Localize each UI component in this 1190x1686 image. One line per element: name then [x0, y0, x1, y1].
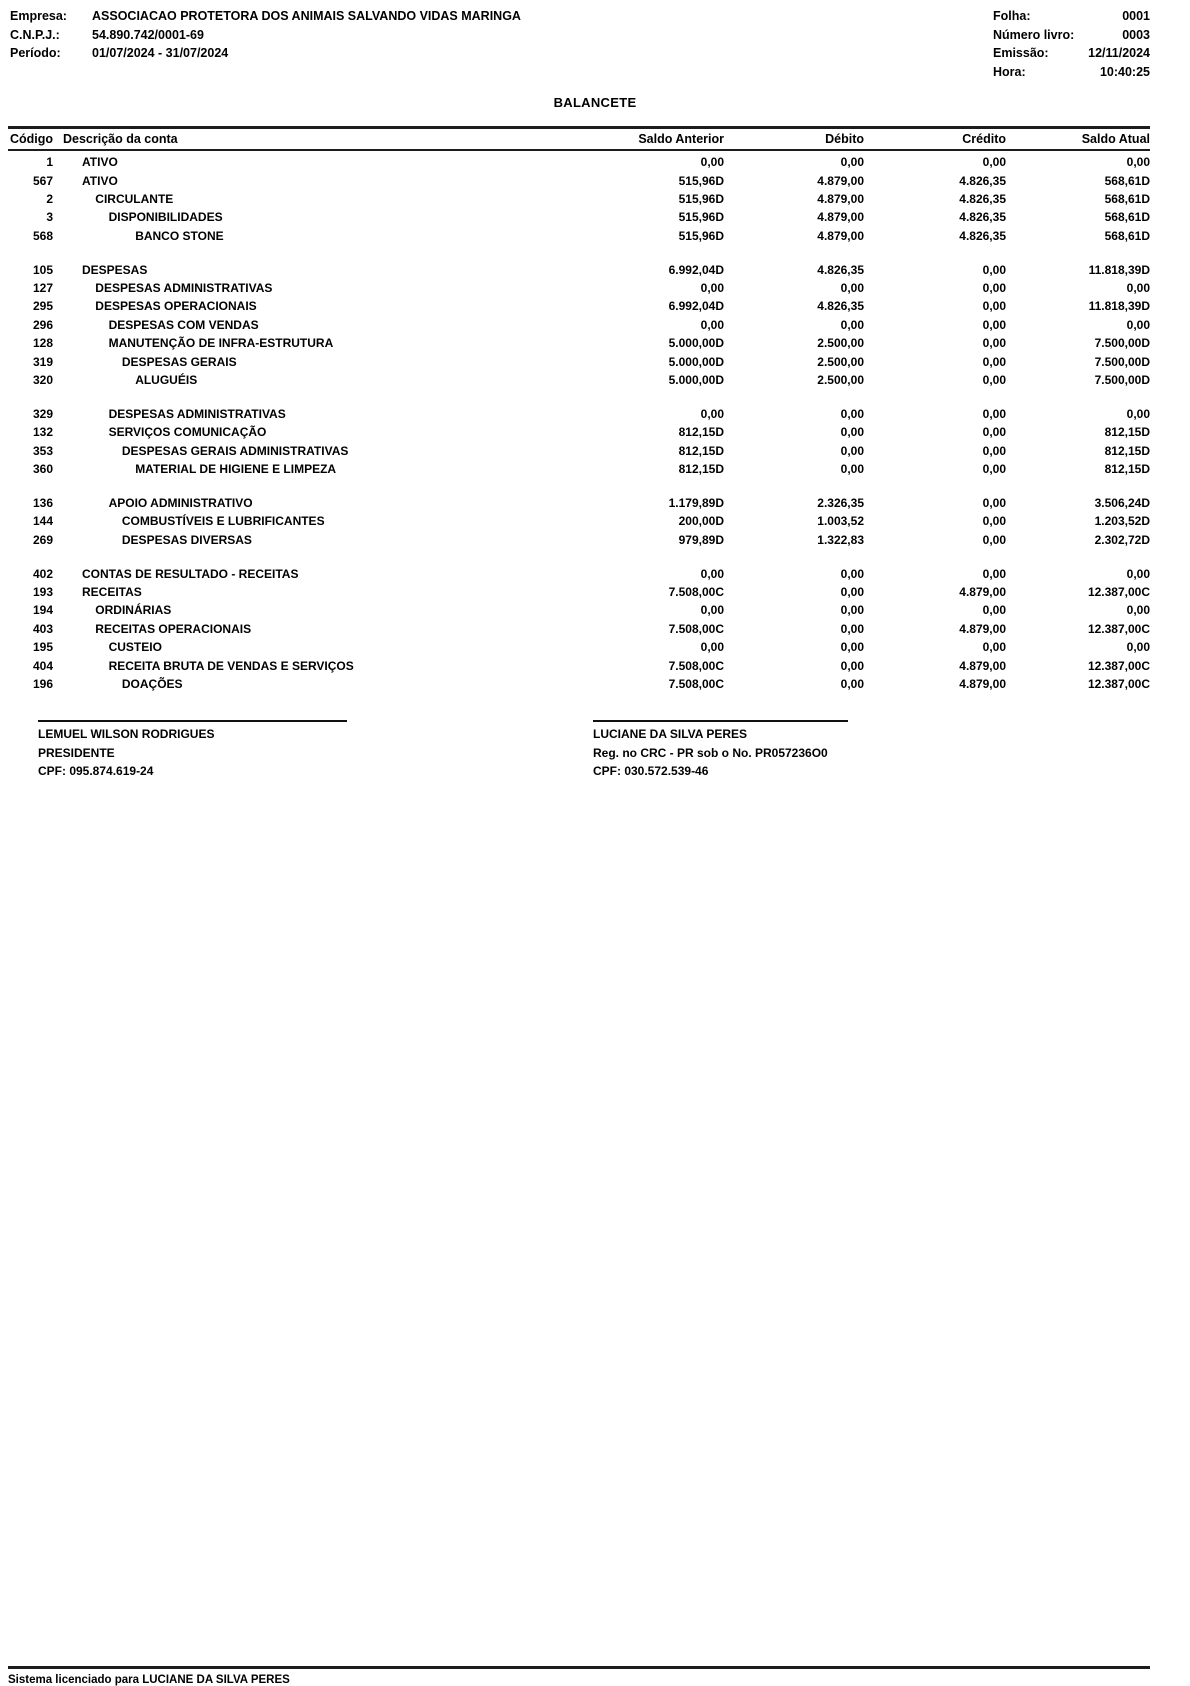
saldo-anterior-value: 515,96D — [678, 228, 724, 243]
table-row — [8, 208, 1150, 226]
debito-value: 2.500,00 — [817, 336, 864, 351]
account-description: DESPESAS DIVERSAS — [121, 532, 252, 547]
account-code: 196 — [32, 676, 53, 691]
saldo-atual-value: 0,00 — [1126, 281, 1150, 296]
signer-cpf: CPF: 030.572.539-46 — [593, 764, 709, 778]
saldo-anterior-value: 0,00 — [700, 155, 724, 170]
hora-label: Hora: — [993, 64, 1026, 79]
saldo-anterior-value: 812,15D — [678, 443, 724, 458]
table-row — [8, 531, 1150, 549]
account-code: 1 — [46, 155, 53, 170]
folha-label: Folha: — [993, 9, 1031, 23]
signer-name: LUCIANE DA SILVA PERES — [593, 727, 748, 741]
table-row — [8, 316, 1150, 334]
table-body — [8, 151, 1150, 693]
credito-value: 4.826,35 — [959, 210, 1006, 225]
debito-value: 0,00 — [840, 406, 864, 421]
credito-value: 4.879,00 — [959, 676, 1006, 691]
cnpj-label: C.N.P.J.: — [10, 27, 60, 42]
account-description: ALUGUÉIS — [135, 372, 198, 387]
account-description: MATERIAL DE HIGIENE E LIMPEZA — [135, 462, 337, 477]
debito-value: 0,00 — [840, 603, 864, 618]
table-row — [8, 583, 1150, 601]
credito-value: 0,00 — [982, 155, 1006, 170]
account-code: 319 — [32, 354, 53, 369]
debito-value: 0,00 — [840, 462, 864, 477]
period-row — [10, 44, 521, 63]
signature-block-accountant — [593, 720, 903, 781]
credito-value: 4.826,35 — [959, 173, 1006, 188]
saldo-atual-value: 3.506,24D — [1094, 495, 1150, 510]
account-code: 295 — [32, 299, 53, 314]
account-description: CONTAS DE RESULTADO - RECEITAS — [82, 566, 299, 581]
table-row — [8, 564, 1150, 582]
sheet-info-header — [993, 7, 1150, 81]
emissao-row — [993, 44, 1150, 63]
account-code: 136 — [32, 495, 53, 510]
debito-value: 0,00 — [840, 585, 864, 599]
numero-livro-value: 0003 — [1122, 27, 1150, 42]
column-header-saldo-atual: Saldo Atual — [1081, 132, 1150, 146]
folha-value: 0001 — [1122, 9, 1150, 23]
table-row — [8, 171, 1150, 189]
saldo-anterior-value: 7.508,00C — [668, 621, 724, 636]
debito-value: 0,00 — [840, 443, 864, 458]
company-header — [10, 7, 521, 63]
account-code: 144 — [32, 514, 53, 529]
credito-value: 0,00 — [982, 443, 1006, 458]
credito-value: 0,00 — [982, 425, 1006, 440]
saldo-anterior-value: 0,00 — [700, 640, 724, 655]
debito-value: 2.500,00 — [817, 354, 864, 369]
saldo-anterior-value: 0,00 — [700, 317, 724, 332]
account-code: 360 — [32, 462, 53, 477]
account-description: DESPESAS — [82, 262, 148, 277]
saldo-atual-value: 812,15D — [1104, 443, 1150, 458]
debito-value: 2.500,00 — [817, 372, 864, 387]
debito-value: 1.003,52 — [817, 514, 864, 529]
account-description: DOAÇÕES — [121, 676, 183, 691]
table-row — [8, 601, 1150, 619]
saldo-atual-value: 12.387,00C — [1087, 676, 1150, 691]
debito-value: 0,00 — [840, 566, 864, 581]
saldo-anterior-value: 812,15D — [678, 425, 724, 440]
debito-value: 0,00 — [840, 676, 864, 691]
credito-value: 4.879,00 — [959, 585, 1006, 599]
table-row — [8, 190, 1150, 208]
credito-value: 0,00 — [982, 462, 1006, 477]
credito-value: 4.826,35 — [959, 191, 1006, 206]
account-code: 3 — [46, 210, 53, 225]
saldo-anterior-value: 515,96D — [678, 191, 724, 206]
account-description: ORDINÁRIAS — [95, 603, 172, 618]
saldo-anterior-value: 7.508,00C — [668, 658, 724, 673]
account-code: 404 — [32, 658, 53, 673]
table-row — [8, 334, 1150, 352]
cnpj-value: 54.890.742/0001-69 — [92, 27, 204, 42]
debito-value: 0,00 — [840, 155, 864, 170]
table-row — [8, 494, 1150, 512]
account-description: CUSTEIO — [108, 640, 162, 655]
table-row — [8, 675, 1150, 693]
account-description: DESPESAS GERAIS — [121, 354, 237, 369]
saldo-atual-value: 568,61D — [1104, 173, 1150, 188]
saldo-anterior-value: 515,96D — [678, 173, 724, 188]
account-description: DISPONIBILIDADES — [108, 210, 223, 225]
saldo-anterior-value: 5.000,00D — [668, 372, 724, 387]
table-row — [8, 512, 1150, 530]
saldo-anterior-value: 5.000,00D — [668, 336, 724, 351]
credito-value: 0,00 — [982, 406, 1006, 421]
table-row — [8, 656, 1150, 674]
debito-value: 0,00 — [840, 621, 864, 636]
debito-value: 0,00 — [840, 425, 864, 440]
saldo-anterior-value: 0,00 — [700, 603, 724, 618]
saldo-anterior-value: 515,96D — [678, 210, 724, 225]
table-row — [8, 620, 1150, 638]
account-code: 127 — [32, 281, 53, 296]
table-row — [8, 153, 1150, 171]
account-description: SERVIÇOS COMUNICAÇÃO — [108, 425, 267, 440]
numero-livro-label: Número livro: — [993, 27, 1075, 42]
credito-value: 4.879,00 — [959, 658, 1006, 673]
saldo-atual-value: 568,61D — [1104, 228, 1150, 243]
account-code: 567 — [32, 173, 53, 188]
saldo-atual-value: 1.203,52D — [1094, 514, 1150, 529]
credito-value: 4.879,00 — [959, 621, 1006, 636]
account-code: 195 — [32, 640, 53, 655]
table-row — [8, 405, 1150, 423]
table-header-row — [8, 126, 1150, 151]
emissao-label: Emissão: — [993, 46, 1049, 60]
credito-value: 0,00 — [982, 262, 1006, 277]
debito-value: 4.879,00 — [817, 228, 864, 243]
account-code: 132 — [32, 425, 53, 440]
saldo-atual-value: 0,00 — [1126, 603, 1150, 618]
account-description: RECEITAS OPERACIONAIS — [95, 621, 252, 636]
credito-value: 0,00 — [982, 281, 1006, 296]
saldo-atual-value: 568,61D — [1104, 191, 1150, 206]
saldo-anterior-value: 7.508,00C — [668, 676, 724, 691]
account-description: DESPESAS OPERACIONAIS — [95, 299, 257, 314]
saldo-atual-value: 12.387,00C — [1087, 585, 1150, 599]
credito-value: 0,00 — [982, 495, 1006, 510]
table-row — [8, 423, 1150, 441]
saldo-anterior-value: 6.992,04D — [668, 299, 724, 314]
hora-row — [993, 63, 1150, 82]
account-code: 194 — [32, 603, 53, 618]
credito-value: 4.826,35 — [959, 228, 1006, 243]
company-name: ASSOCIACAO PROTETORA DOS ANIMAIS SALVANDO VIDAS MARINGA — [92, 9, 521, 23]
saldo-atual-value: 12.387,00C — [1087, 621, 1150, 636]
period-label: Período: — [10, 46, 61, 60]
account-description: RECEITAS — [82, 585, 142, 599]
credito-value: 0,00 — [982, 336, 1006, 351]
saldo-atual-value: 812,15D — [1104, 462, 1150, 477]
saldo-atual-value: 0,00 — [1126, 640, 1150, 655]
saldo-anterior-value: 0,00 — [700, 566, 724, 581]
column-header-codigo: Código — [9, 132, 53, 146]
saldo-anterior-value: 7.508,00C — [668, 585, 724, 599]
saldo-atual-value: 12.387,00C — [1087, 658, 1150, 673]
saldo-atual-value: 7.500,00D — [1094, 336, 1150, 351]
table-row — [8, 371, 1150, 389]
account-code: 353 — [32, 443, 53, 458]
column-header-credito: Crédito — [962, 132, 1006, 146]
cnpj-row — [10, 26, 521, 45]
signature-block-president — [38, 720, 348, 781]
saldo-anterior-value: 5.000,00D — [668, 354, 724, 369]
table-row — [8, 227, 1150, 245]
table-row — [8, 297, 1150, 315]
saldo-anterior-value: 0,00 — [700, 406, 724, 421]
footer-divider — [8, 1666, 1150, 1669]
account-description: DESPESAS ADMINISTRATIVAS — [95, 281, 273, 296]
credito-value: 0,00 — [982, 317, 1006, 332]
account-code: 329 — [32, 406, 53, 421]
account-code: 2 — [46, 191, 53, 206]
signature-line — [593, 720, 848, 722]
account-description: DESPESAS ADMINISTRATIVAS — [108, 406, 286, 421]
debito-value: 0,00 — [840, 640, 864, 655]
saldo-atual-value: 0,00 — [1126, 406, 1150, 421]
account-code: 320 — [32, 372, 53, 387]
account-description: ATIVO — [82, 155, 118, 170]
saldo-atual-value: 7.500,00D — [1094, 372, 1150, 387]
balancete-table — [8, 126, 1150, 693]
signer-role: PRESIDENTE — [38, 745, 115, 760]
signer-name: LEMUEL WILSON RODRIGUES — [38, 727, 215, 741]
saldo-atual-value: 11.818,39D — [1088, 299, 1150, 314]
credito-value: 0,00 — [982, 372, 1006, 387]
column-header-descricao: Descrição da conta — [63, 132, 178, 146]
signature-line — [38, 720, 347, 722]
table-row — [8, 279, 1150, 297]
credito-value: 0,00 — [982, 354, 1006, 369]
account-code: 193 — [32, 585, 53, 599]
debito-value: 0,00 — [840, 281, 864, 296]
saldo-atual-value: 568,61D — [1104, 210, 1150, 225]
debito-value: 4.879,00 — [817, 210, 864, 225]
account-code: 296 — [32, 317, 53, 332]
saldo-atual-value: 0,00 — [1126, 317, 1150, 332]
report-title: BALANCETE — [553, 95, 637, 110]
debito-value: 4.879,00 — [817, 191, 864, 206]
table-row — [8, 638, 1150, 656]
account-code: 128 — [32, 336, 53, 351]
debito-value: 1.322,83 — [817, 532, 864, 547]
credito-value: 0,00 — [982, 603, 1006, 618]
account-code: 403 — [32, 621, 53, 636]
saldo-anterior-value: 6.992,04D — [668, 262, 724, 277]
credito-value: 0,00 — [982, 299, 1006, 314]
credito-value: 0,00 — [982, 532, 1006, 547]
account-description: RECEITA BRUTA DE VENDAS E SERVIÇOS — [108, 658, 354, 673]
table-row — [8, 441, 1150, 459]
saldo-atual-value: 7.500,00D — [1094, 354, 1150, 369]
credito-value: 0,00 — [982, 640, 1006, 655]
company-row — [10, 7, 521, 26]
hora-value: 10:40:25 — [1099, 64, 1150, 79]
account-description: DESPESAS GERAIS ADMINISTRATIVAS — [121, 443, 349, 458]
saldo-anterior-value: 1.179,89D — [668, 495, 724, 510]
saldo-anterior-value: 0,00 — [700, 281, 724, 296]
emissao-value: 12/11/2024 — [1088, 46, 1150, 60]
debito-value: 0,00 — [840, 658, 864, 673]
table-row — [8, 352, 1150, 370]
debito-value: 4.826,35 — [817, 262, 864, 277]
signer-cpf: CPF: 095.874.619-24 — [38, 764, 154, 778]
debito-value: 0,00 — [840, 317, 864, 332]
account-description: APOIO ADMINISTRATIVO — [108, 495, 253, 510]
account-description: ATIVO — [82, 173, 118, 188]
debito-value: 4.879,00 — [817, 173, 864, 188]
signer-crc: Reg. no CRC - PR sob o No. PR057236O0 — [593, 745, 828, 760]
credito-value: 0,00 — [982, 514, 1006, 529]
credito-value: 0,00 — [982, 566, 1006, 581]
account-description: MANUTENÇÃO DE INFRA-ESTRUTURA — [108, 336, 334, 351]
period-value: 01/07/2024 - 31/07/2024 — [92, 46, 229, 60]
debito-value: 4.826,35 — [817, 299, 864, 314]
saldo-anterior-value: 979,89D — [678, 532, 724, 547]
saldo-anterior-value: 812,15D — [678, 462, 724, 477]
table-row — [8, 460, 1150, 478]
saldo-atual-value: 0,00 — [1126, 155, 1150, 170]
account-description: CIRCULANTE — [95, 191, 174, 206]
account-code: 402 — [32, 566, 53, 581]
account-description: DESPESAS COM VENDAS — [108, 317, 259, 332]
saldo-atual-value: 812,15D — [1104, 425, 1150, 440]
column-header-debito: Débito — [825, 132, 864, 146]
saldo-atual-value: 0,00 — [1126, 566, 1150, 581]
saldo-atual-value: 11.818,39D — [1088, 262, 1150, 277]
account-code: 568 — [32, 228, 53, 243]
column-header-saldo-anterior: Saldo Anterior — [638, 132, 724, 146]
company-label: Empresa: — [10, 9, 67, 23]
account-code: 105 — [32, 262, 53, 277]
table-row — [8, 260, 1150, 278]
debito-value: 2.326,35 — [817, 495, 864, 510]
numero-livro-row — [993, 26, 1150, 45]
account-code: 269 — [32, 532, 53, 547]
account-description: BANCO STONE — [135, 228, 224, 243]
saldo-atual-value: 2.302,72D — [1094, 532, 1150, 547]
folha-row — [993, 7, 1150, 26]
account-description: COMBUSTÍVEIS E LUBRIFICANTES — [121, 514, 325, 529]
saldo-anterior-value: 200,00D — [678, 514, 724, 529]
footer-license-text: Sistema licenciado para LUCIANE DA SILVA PERES — [8, 1674, 290, 1686]
